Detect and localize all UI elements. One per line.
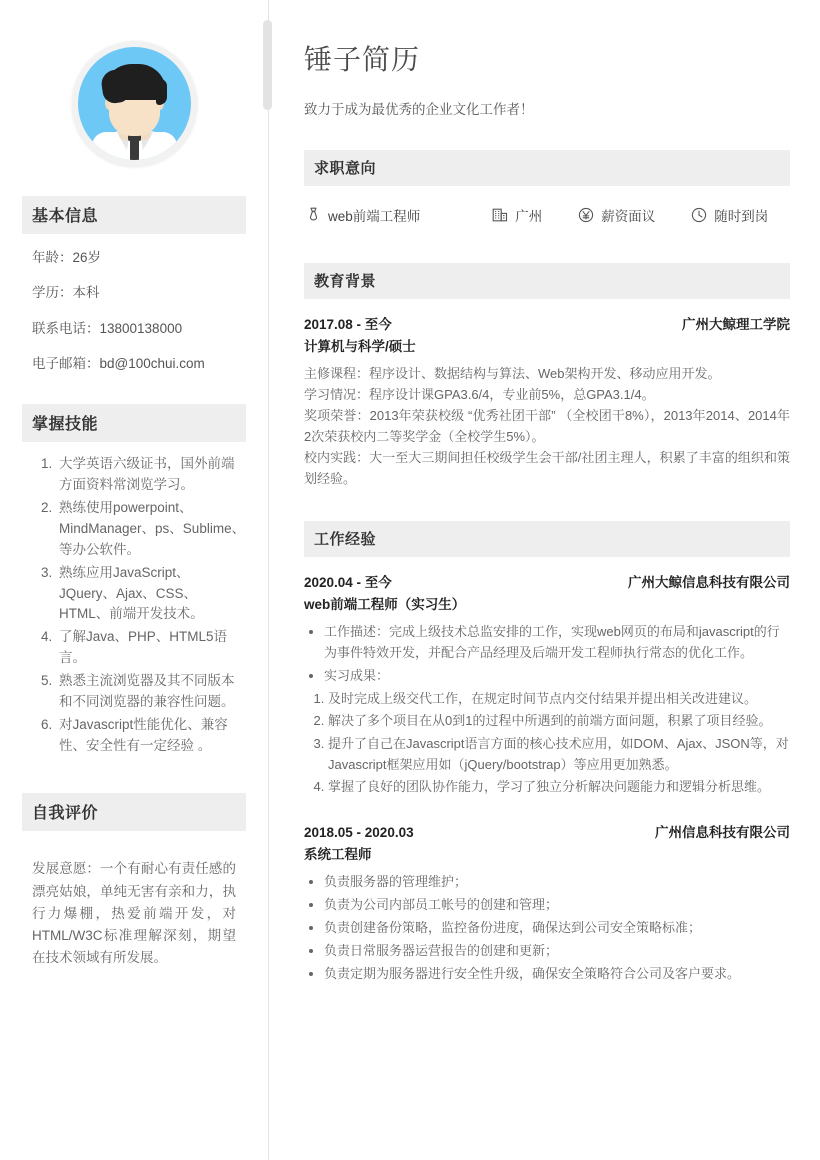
spacer xyxy=(304,495,790,521)
list-item: • 工作描述：完成上级技术总监安排的工作，实现web网页的布局和javascript的行为事件特效开发，并配合产品经理及后端开发工程师执行常态的优化工作。 xyxy=(324,621,790,663)
job-intention-location xyxy=(492,205,542,225)
education-detail: 校内实践：大一至大三期间担任校级学生会干部/社团主理人，积累了丰富的组织和策划经验。 xyxy=(304,450,790,487)
main-content xyxy=(268,0,820,1160)
avatar-container xyxy=(22,0,246,166)
work-bullet-list xyxy=(304,621,790,686)
work-entry xyxy=(304,571,790,796)
education-school: 广州大鲸理工学院 xyxy=(682,317,790,332)
page-subtitle: 致力于成为最优秀的企业文化工作者！ xyxy=(304,102,534,117)
work-date: 2018.05 - 2020.03 xyxy=(304,824,414,840)
job-intention-salary-label: 薪资面议 xyxy=(601,209,656,224)
avatar-illustration xyxy=(78,47,191,160)
work-entry-header xyxy=(304,571,790,591)
work-bullet-list xyxy=(304,871,790,984)
list-item: • 负责日常服务器运营报告的创建和更新； xyxy=(324,940,790,961)
work-role: 系统工程师 xyxy=(304,846,372,862)
list-item: 6. 对Javascript性能优化、兼容性、安全性有一定经验 。 xyxy=(56,715,246,757)
list-item: 2. 解决了多个项目在从0到1的过程中所遇到的前端方面问题，积累了项目经验。 xyxy=(328,710,790,731)
job-intention-availability xyxy=(691,205,768,225)
avatar-tie xyxy=(130,140,139,160)
list-item: 学历：本科 xyxy=(32,285,100,301)
building-icon xyxy=(492,207,508,223)
list-item: 联系电话：13800138000 xyxy=(32,320,183,336)
education-entry xyxy=(304,313,790,489)
list-item: 5. 熟悉主流浏览器及其不同版本和不同浏览器的兼容性问题。 xyxy=(56,671,246,713)
job-intention-position-label: web前端工程师 xyxy=(328,209,421,224)
list-item: • 负责为公司内部员工帐号的创建和管理； xyxy=(324,894,790,915)
work-company: 广州大鲸信息科技有限公司 xyxy=(628,575,790,591)
scrollbar-thumb[interactable] xyxy=(263,20,272,110)
list-item: 4. 掌握了良好的团队协作能力，学习了独立分析解决问题能力和逻辑分析思维。 xyxy=(328,776,790,797)
clock-icon xyxy=(691,207,707,223)
list-item: 1. 及时完成上级交代工作，在规定时间节点内交付结果并提出相关改进建议。 xyxy=(328,688,790,709)
job-intention-availability-label: 随时到岗 xyxy=(714,209,769,224)
job-intention-position xyxy=(306,205,420,225)
list-item: 电子邮箱：bd@100chui.com xyxy=(32,355,205,371)
tie-icon xyxy=(306,207,321,224)
job-intention-salary xyxy=(578,205,655,225)
list-item: 年龄：26岁 xyxy=(32,250,102,265)
list-item: 4. 了解Java、PHP、HTML5语言。 xyxy=(56,627,246,669)
work-date: 2020.04 - 至今 xyxy=(304,575,392,591)
spacer xyxy=(304,803,790,821)
job-intention-location-label: 广州 xyxy=(515,209,543,224)
list-item: 2. 熟练使用powerpoint、MindManager、ps、Sublime、等办公软件。 xyxy=(56,498,246,561)
work-company: 广州信息科技有限公司 xyxy=(655,824,790,840)
education-entry-header xyxy=(304,313,790,333)
sidebar xyxy=(0,0,268,1160)
section-heading-basic-info: 基本信息 xyxy=(22,196,246,234)
list-item: • 负责服务器的管理维护； xyxy=(324,871,790,892)
section-heading-work-experience: 工作经验 xyxy=(304,521,790,557)
section-heading-self-evaluation: 自我评价 xyxy=(22,793,246,831)
list-item: • 实习成果： xyxy=(324,665,790,686)
education-detail: 奖项荣誉：2013年荣获校级 “优秀社团干部” （全校团干8%），2013年2014、2014年2次荣获校内二等奖学金（全校学生5%）。 xyxy=(304,408,790,445)
yuan-circle-icon xyxy=(578,207,594,223)
self-evaluation-text: 发展意愿：一个有耐心有责任感的漂亮姑娘，单纯无害有亲和力，执行力爆棚，热爱前端开发，对HTML/W3C标准理解深刻，期望在技术领域有所发展。 xyxy=(32,861,236,966)
work-achievement-list xyxy=(304,688,790,796)
list-item: 3. 提升了自己在Javascript语言方面的核心技术应用，如DOM、Ajax、JSON等，对Javascript框架应用如（jQuery/bootstrap）等应用更加熟悉。 xyxy=(328,733,790,775)
skills-list xyxy=(22,442,246,757)
section-heading-job-intention: 求职意向 xyxy=(304,150,790,186)
page-title: 锤子简历 xyxy=(304,44,421,75)
education-detail: 学习情况：程序设计课GPA3.6/4，专业前5%，总GPA3.1/4。 xyxy=(304,387,655,403)
education-major: 计算机与科学/硕士 xyxy=(304,339,416,354)
work-entry-header xyxy=(304,821,790,841)
list-item: 3. 熟练应用JavaScript、JQuery、Ajax、CSS、HTML、前端开发技术。 xyxy=(56,563,246,626)
section-heading-skills: 掌握技能 xyxy=(22,404,246,442)
column-divider xyxy=(268,0,269,1160)
work-entry xyxy=(304,821,790,984)
avatar xyxy=(72,41,197,166)
work-role: web前端工程师（实习生） xyxy=(304,597,466,613)
avatar-hair-sweep xyxy=(99,68,129,104)
job-intention-row xyxy=(304,200,790,225)
basic-info-list xyxy=(22,234,246,374)
list-item: • 负责创建备份策略，监控备份进度，确保达到公司安全策略标准； xyxy=(324,917,790,938)
list-item: • 负责定期为服务器进行安全性升级，确保安全策略符合公司及客户要求。 xyxy=(324,963,790,984)
section-heading-education: 教育背景 xyxy=(304,263,790,299)
education-detail: 主修课程：程序设计、数据结构与算法、Web架构开发、移动应用开发。 xyxy=(304,366,721,381)
list-item: 1. 大学英语六级证书，国外前端方面资料常浏览学习。 xyxy=(56,454,246,496)
avatar-hair-side xyxy=(156,79,167,105)
education-date: 2017.08 - 至今 xyxy=(304,317,392,332)
